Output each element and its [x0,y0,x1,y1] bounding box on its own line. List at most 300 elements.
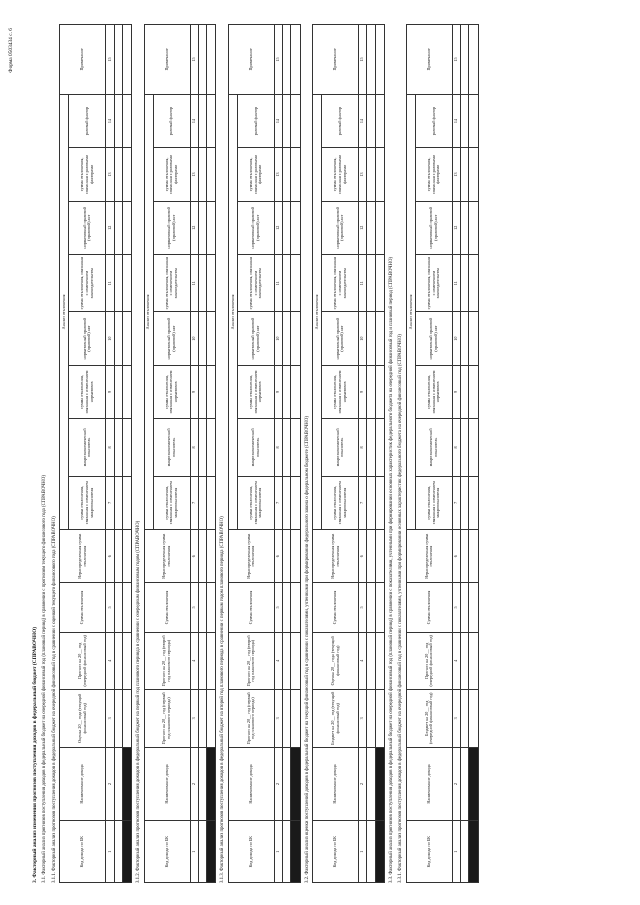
table-cell[interactable] [375,148,384,201]
col-number: 15 [190,25,198,95]
table-cell[interactable] [283,632,291,689]
table-cell[interactable] [291,25,300,95]
table-cell[interactable] [207,201,216,254]
col-header: Сумма отклонения [144,583,190,632]
col-number: 14 [359,94,367,147]
col-number: 4 [190,632,198,689]
table-cell[interactable] [198,148,206,201]
caption-3-1-1: 3.1.1. Факторный анализ прогнозов поступления доходов в федеральный бюджет на очередной финансовый год в сравнении с оценкой текущего финансового года (СПРАВОЧНО) [51,516,57,883]
table-cell[interactable] [367,365,375,418]
table-cell[interactable] [469,148,478,201]
col-header: Нераспределенная сумма отклонения [144,529,190,582]
col-number: 8 [453,419,461,476]
col-subheader: нормативный правовой (правовой) акт [237,201,274,254]
col-number: 7 [359,476,367,529]
col-header: Прогноз на 20__ год (второй год планового периода) [228,632,274,689]
table-3-2 [312,24,385,883]
col-number: 9 [359,365,367,418]
table-cell[interactable] [469,25,478,95]
table-cell[interactable] [283,148,291,201]
filled-cell [291,821,300,883]
table-cell[interactable] [283,254,291,311]
table-cell[interactable] [469,476,478,529]
table-3-1-3 [228,24,301,883]
col-subheader: нормативный правовой (правовой) акт [322,312,359,365]
table-cell[interactable] [367,690,375,747]
table-cell[interactable] [291,690,300,747]
table-cell[interactable] [207,476,216,529]
table-cell[interactable] [367,94,375,147]
table-cell[interactable] [291,365,300,418]
col-number: 11 [106,254,114,311]
table-cell[interactable] [198,201,206,254]
table-cell[interactable] [198,25,206,95]
col-number: 3 [190,690,198,747]
table-cell[interactable] [367,254,375,311]
table-3-3-1 [406,24,479,883]
table-cell[interactable] [207,254,216,311]
table-cell[interactable] [114,747,122,821]
table-cell[interactable] [198,419,206,476]
table-cell[interactable] [122,312,131,365]
table-cell[interactable] [291,419,300,476]
col-number: 10 [190,312,198,365]
table-block-3-1-1 [52,24,132,883]
table-cell[interactable] [198,312,206,365]
table-cell[interactable] [283,312,291,365]
col-number: 14 [274,94,282,147]
col-number: 12 [190,201,198,254]
col-number: 15 [106,25,114,95]
table-cell[interactable] [367,529,375,582]
col-number: 1 [453,821,461,883]
col-header: Нераспределенная сумма отклонения [60,529,106,582]
table-cell[interactable] [375,201,384,254]
table-cell[interactable] [375,25,384,95]
col-header: Нераспределенная сумма отклонения [406,529,452,582]
col-number: 14 [190,94,198,147]
col-header: Примечание [313,25,359,95]
col-number: 11 [359,254,367,311]
table-cell[interactable] [367,821,375,883]
table-cell[interactable] [461,94,469,147]
col-header: Код дохода по БК [313,821,359,883]
col-header: Бюджет на 20__ год (очередной финансовый год) [406,690,452,747]
table-cell[interactable] [367,201,375,254]
table-cell[interactable] [461,254,469,311]
table-cell[interactable] [283,419,291,476]
col-number: 4 [453,632,461,689]
col-subheader: макроэкономический показатель [237,419,274,476]
col-number: 3 [359,690,367,747]
table-cell[interactable] [367,419,375,476]
table-cell[interactable] [114,821,122,883]
col-number: 10 [453,312,461,365]
col-number: 12 [106,201,114,254]
table-cell[interactable] [469,529,478,582]
table-cell[interactable] [283,25,291,95]
col-number: 14 [453,94,461,147]
table-cell[interactable] [461,476,469,529]
col-number: 8 [359,419,367,476]
table-cell[interactable] [461,25,469,95]
table-cell[interactable] [207,148,216,201]
col-number: 11 [274,254,282,311]
col-header: Прогноз на 20__ год (первый год планового периода) [228,690,274,747]
table-cell[interactable] [461,201,469,254]
col-subheader: сумма отклонения, связанная с изменением макропоказателя [153,476,190,529]
table-cell[interactable] [114,632,122,689]
table-cell[interactable] [198,632,206,689]
col-subheader: разовый фактор [322,94,359,147]
col-header: Сумма отклонения [60,583,106,632]
col-number: 6 [359,529,367,582]
col-subheader: нормативный правовой (правовой) акт [69,201,106,254]
table-cell[interactable] [207,690,216,747]
table-cell[interactable] [283,529,291,582]
col-header: Код дохода по БК [144,821,190,883]
table-cell[interactable] [198,529,206,582]
table-cell[interactable] [469,94,478,147]
col-number: 5 [359,583,367,632]
col-number: 13 [359,148,367,201]
col-subheader: сумма отклонения, связанная с изменением законодательства [153,254,190,311]
table-cell[interactable] [198,690,206,747]
col-number: 9 [274,365,282,418]
table-cell[interactable] [122,365,131,418]
col-number: 7 [453,476,461,529]
table-cell[interactable] [367,583,375,632]
table-3-1-1 [59,24,132,883]
table-cell[interactable] [207,583,216,632]
table-cell[interactable] [367,476,375,529]
col-subheader: сумма отклонения, связанная с изменением законодательства [322,254,359,311]
table-cell[interactable] [114,529,122,582]
filled-cell [207,747,216,821]
col-header: Оценка 20__ года (текущий финансовый год) [60,690,106,747]
table-cell[interactable] [375,583,384,632]
col-subheader: нормативный правовой (правовой) акт [416,312,453,365]
table-cell[interactable] [461,419,469,476]
table-cell[interactable] [207,419,216,476]
table-cell[interactable] [122,529,131,582]
filled-cell [375,747,384,821]
filled-cell [207,821,216,883]
col-number: 11 [190,254,198,311]
col-number: 12 [274,201,282,254]
table-cell[interactable] [461,529,469,582]
table-cell[interactable] [291,254,300,311]
col-subheader: сумма отклонения, связанная с изменением законодательства [69,254,106,311]
table-cell[interactable] [291,94,300,147]
table-cell[interactable] [122,690,131,747]
col-number: 9 [190,365,198,418]
table-cell[interactable] [198,94,206,147]
col-number: 3 [453,690,461,747]
table-cell[interactable] [375,690,384,747]
table-cell[interactable] [375,94,384,147]
table-cell[interactable] [122,254,131,311]
table-cell[interactable] [114,312,122,365]
col-number: 10 [274,312,282,365]
col-number: 15 [453,25,461,95]
col-subheader: макроэкономический показатель [69,419,106,476]
col-header: Примечание [60,25,106,95]
table-cell[interactable] [122,632,131,689]
table-cell[interactable] [114,25,122,95]
col-subheader: разовый фактор [153,94,190,147]
table-block-3-1-2 [136,24,216,883]
table-cell[interactable] [122,476,131,529]
col-header: Прогноз на 20__ год (очередной финансовый год) [406,632,452,689]
col-number: 6 [106,529,114,582]
table-cell[interactable] [114,583,122,632]
table-cell[interactable] [198,365,206,418]
table-cell[interactable] [375,419,384,476]
col-subheader: макроэкономический показатель [322,419,359,476]
col-number: 15 [359,25,367,95]
table-cell[interactable] [291,312,300,365]
caption-3-1: 3.1. Факторный анализ прогнозов поступления доходов в федеральный бюджет на очередной финансовый год (плановый период) в сравнении с прогнозом текущего финансового года (СПРАВОЧНО) [42,475,48,883]
table-cell[interactable] [122,148,131,201]
col-subheader: сумма отклонения, связанная с изменением нормативов [416,365,453,418]
col-header: Примечание [144,25,190,95]
table-cell[interactable] [461,747,469,821]
filled-cell [375,821,384,883]
table-block-3-3 [389,24,479,883]
col-header: Код дохода по БК [228,821,274,883]
table-cell[interactable] [283,365,291,418]
col-number: 15 [274,25,282,95]
table-cell[interactable] [122,419,131,476]
table-cell[interactable] [198,821,206,883]
caption-3-1-3: 3.1.3. Факторный анализ прогнозов поступления доходов в федеральный бюджет на второй год планового периода в сравнении с первым годом планового периода (СПРАВОЧНО) [220,516,226,883]
col-number: 8 [106,419,114,476]
filled-cell [469,821,478,883]
col-header: Прогноз на 20__ год (второй год планового периода) [144,632,190,689]
table-cell[interactable] [114,419,122,476]
table-cell[interactable] [283,94,291,147]
col-number: 4 [359,632,367,689]
col-number: 6 [274,529,282,582]
table-cell[interactable] [198,254,206,311]
table-cell[interactable] [469,254,478,311]
table-cell[interactable] [114,94,122,147]
col-subheader: сумма отклонения, связанная с разовыми факторами [416,148,453,201]
table-cell[interactable] [207,365,216,418]
table-cell[interactable] [461,821,469,883]
col-header: Бюджет на 20__ год (текущий финансовый год) [313,690,359,747]
filled-cell [122,821,131,883]
col-number: 6 [190,529,198,582]
col-subheader: сумма отклонения, связанная с разовыми факторами [69,148,106,201]
col-number: 2 [359,747,367,821]
table-cell[interactable] [114,201,122,254]
table-cell[interactable] [375,529,384,582]
table-cell[interactable] [291,583,300,632]
col-number: 11 [453,254,461,311]
col-header: Примечание [228,25,274,95]
table-cell[interactable] [207,25,216,95]
col-subheader: сумма отклонения, связанная с изменением нормативов [237,365,274,418]
table-cell[interactable] [114,690,122,747]
table-cell[interactable] [291,201,300,254]
table-cell[interactable] [291,529,300,582]
table-cell[interactable] [114,365,122,418]
col-subheader: сумма отклонения, связанная с изменением нормативов [69,365,106,418]
col-number: 14 [106,94,114,147]
table-cell[interactable] [469,365,478,418]
table-cell[interactable] [367,747,375,821]
col-number: 6 [453,529,461,582]
table-cell[interactable] [367,25,375,95]
table-cell[interactable] [461,312,469,365]
analysis-header: Анализ отклонения [144,94,153,529]
filled-cell [291,747,300,821]
table-cell[interactable] [291,476,300,529]
col-subheader: сумма отклонения, связанная с изменением нормативов [322,365,359,418]
col-header: Нераспределенная сумма отклонения [313,529,359,582]
table-cell[interactable] [469,201,478,254]
col-subheader: макроэкономический показатель [416,419,453,476]
table-cell[interactable] [198,583,206,632]
table-cell[interactable] [283,821,291,883]
col-number: 4 [106,632,114,689]
col-number: 7 [190,476,198,529]
col-number: 1 [190,821,198,883]
table-cell[interactable] [283,476,291,529]
col-subheader: нормативный правовой (правовой) акт [237,312,274,365]
table-cell[interactable] [122,94,131,147]
col-number: 3 [106,690,114,747]
caption-3-3: 3.3. Факторный анализ прогнозов поступления доходов в федеральный бюджет на очередной финансовый год (плановый период) в сравнении с показателями, учтенными при формировании основных характеристик федерального бюджета на очередной финансовый год и плановый период (СПРАВОЧНО) [388,256,394,883]
table-cell[interactable] [469,583,478,632]
col-subheader: сумма отклонения, связанная с изменением макропоказателя [322,476,359,529]
table-cell[interactable] [367,632,375,689]
col-number: 13 [274,148,282,201]
col-number: 13 [453,148,461,201]
table-cell[interactable] [207,632,216,689]
table-cell[interactable] [469,632,478,689]
col-header: Нераспределенная сумма отклонения [228,529,274,582]
col-number: 5 [106,583,114,632]
col-number: 2 [106,747,114,821]
table-cell[interactable] [114,476,122,529]
table-cell[interactable] [375,365,384,418]
table-3-1-2 [144,24,217,883]
col-number: 5 [190,583,198,632]
col-number: 1 [359,821,367,883]
table-cell[interactable] [461,690,469,747]
col-number: 7 [106,476,114,529]
col-number: 1 [106,821,114,883]
table-cell[interactable] [207,529,216,582]
col-subheader: нормативный правовой (правовой) акт [153,312,190,365]
table-cell[interactable] [291,632,300,689]
col-header: Код дохода по БК [406,821,452,883]
col-number: 1 [274,821,282,883]
table-cell[interactable] [461,148,469,201]
table-cell[interactable] [283,690,291,747]
table-cell[interactable] [291,148,300,201]
col-number: 7 [274,476,282,529]
col-header: Наименование дохода [406,747,452,821]
filled-cell [122,747,131,821]
col-subheader: сумма отклонения, связанная с изменением макропоказателя [69,476,106,529]
col-number: 3 [274,690,282,747]
table-cell[interactable] [461,365,469,418]
col-subheader: нормативный правовой (правовой) акт [322,201,359,254]
table-cell[interactable] [283,583,291,632]
analysis-header: Анализ отклонения [313,94,322,529]
col-subheader: сумма отклонения, связанная с разовыми факторами [237,148,274,201]
col-subheader: сумма отклонения, связанная с изменением законодательства [237,254,274,311]
table-cell[interactable] [283,201,291,254]
col-subheader: сумма отклонения, связанная с изменением макропоказателя [416,476,453,529]
col-subheader: нормативный правовой (правовой) акт [69,312,106,365]
table-cell[interactable] [375,312,384,365]
table-cell[interactable] [469,312,478,365]
table-cell[interactable] [375,254,384,311]
col-number: 5 [274,583,282,632]
analysis-header: Анализ отклонения [228,94,237,529]
table-cell[interactable] [367,148,375,201]
analysis-header: Анализ отклонения [406,94,415,529]
col-number: 10 [106,312,114,365]
caption-3-1-2: 3.1.2. Факторный анализ прогнозов поступления доходов в федеральный бюджет на первый год планового периода в сравнении с очередным финансовым годом (СПРАВОЧНО) [135,520,141,883]
table-cell[interactable] [114,148,122,201]
col-number: 5 [453,583,461,632]
table-cell[interactable] [122,201,131,254]
analysis-header: Анализ отклонения [60,94,69,529]
table-cell[interactable] [207,312,216,365]
col-number: 10 [359,312,367,365]
table-cell[interactable] [207,94,216,147]
table-cell[interactable] [375,632,384,689]
col-number: 8 [190,419,198,476]
col-header: Сумма отклонения [313,583,359,632]
table-cell[interactable] [461,632,469,689]
table-block-3-1-3 [220,24,300,883]
table-cell[interactable] [283,747,291,821]
col-number: 2 [190,747,198,821]
table-cell[interactable] [469,419,478,476]
table-cell[interactable] [122,583,131,632]
table-cell[interactable] [375,476,384,529]
col-header: Оценка 20__ года (текущий финансовый год) [313,632,359,689]
col-number: 2 [274,747,282,821]
col-number: 12 [359,201,367,254]
table-block-3-2 [305,24,385,883]
section-title: 3. Факторный анализ изменения прогнозов поступления доходов в федеральный бюджет (СПРАВОЧНО) [32,626,38,883]
table-cell[interactable] [469,690,478,747]
table-cell[interactable] [114,254,122,311]
col-number: 9 [106,365,114,418]
col-subheader: сумма отклонения, связанная с изменением законодательства [416,254,453,311]
table-cell[interactable] [367,312,375,365]
col-subheader: нормативный правовой (правовой) акт [153,201,190,254]
table-cell[interactable] [198,747,206,821]
col-subheader: сумма отклонения, связанная с изменением макропоказателя [237,476,274,529]
table-cell[interactable] [122,25,131,95]
col-subheader: сумма отклонения, связанная с изменением нормативов [153,365,190,418]
col-subheader: нормативный правовой (правовой) акт [416,201,453,254]
col-subheader: разовый фактор [237,94,274,147]
col-subheader: сумма отклонения, связанная с разовыми факторами [153,148,190,201]
table-cell[interactable] [198,476,206,529]
col-header: Наименование дохода [144,747,190,821]
table-cell[interactable] [461,583,469,632]
